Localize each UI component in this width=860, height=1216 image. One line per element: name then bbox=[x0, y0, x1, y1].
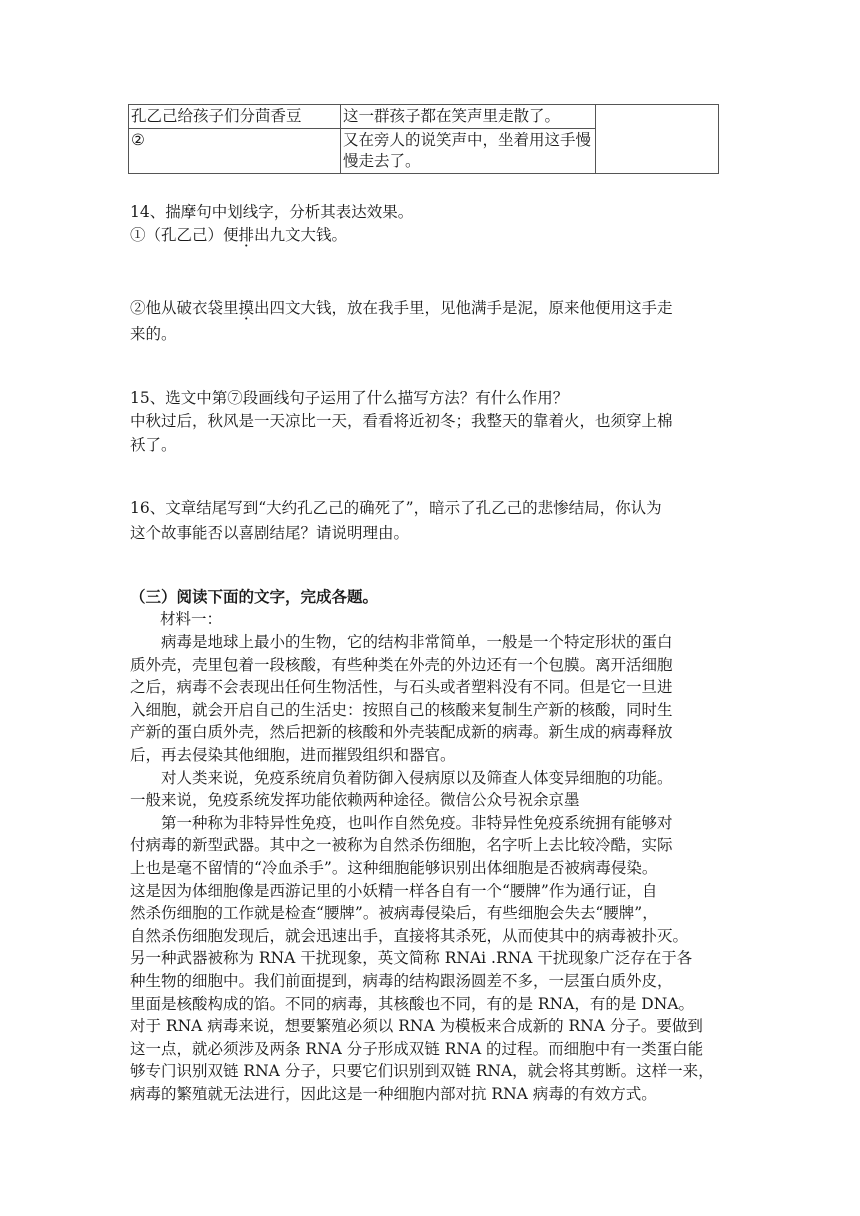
sentence-text: 出九文大钱。 bbox=[254, 226, 348, 244]
sentence-text: ②他从破衣袋里 bbox=[130, 299, 239, 317]
comparison-table bbox=[128, 104, 719, 174]
passage-line: 付病毒的新型武器。其中之一被称为自然杀伤细胞，名字听上去比较冷酷，实际 bbox=[130, 836, 673, 855]
table-cell: 又在旁人的说笑声中，坐着用这手慢慢走去了。 bbox=[341, 129, 596, 174]
passage-line: 后，再去侵染其他细胞，进而摧毁组织和器官。 bbox=[130, 745, 456, 764]
passage-line: 入细胞，就会开启自己的生活史：按照自己的核酸来复制生产新的核酸，同时生 bbox=[130, 700, 673, 719]
question-14-sentence-2-cont: 来的。 bbox=[130, 325, 177, 343]
question-16-line: 16、文章结尾写到“大约孔乙己的确死了”，暗示了孔乙己的悲惨结局，你认为 bbox=[130, 499, 662, 517]
passage-line: 第一种称为非特异性免疫，也叫作自然免疫。非特异性免疫系统拥有能够对 bbox=[130, 813, 673, 832]
table-row bbox=[129, 105, 719, 129]
passage-line: 上也是毫不留情的“冷血杀手”。这种细胞能够识别出体细胞是否被病毒侵染。 bbox=[130, 858, 658, 877]
underlined-char: 摸 bbox=[238, 299, 255, 317]
table-cell: ② bbox=[129, 129, 341, 174]
passage-line: 病毒是地球上最小的生物，它的结构非常简单，一般是一个特定形状的蛋白 bbox=[130, 633, 673, 651]
question-15-title: 15、选文中第⑦段画线句子运用了什么描写方法？有什么作用？ bbox=[130, 389, 569, 407]
material-label: 材料一： bbox=[160, 610, 223, 628]
question-15-quote-line: 中秋过后，秋风是一天凉比一天，看看将近初冬；我整天的靠着火，也须穿上棉 bbox=[130, 412, 673, 430]
sentence-text: ①（孔乙己）便 bbox=[130, 226, 239, 244]
passage-line: 产新的蛋白质外壳，然后把新的核酸和外壳装配成新的病毒。新生成的病毒释放 bbox=[130, 723, 673, 742]
passage-line: 然杀伤细胞的工作就是检查“腰牌”。被病毒侵染后，有些细胞会失去“腰牌”， bbox=[130, 904, 658, 923]
passage-line: 自然杀伤细胞发现后，就会迅速出手，直接将其杀死，从而使其中的病毒被扑灭。 bbox=[130, 926, 689, 945]
passage-line: 这一点，就必须涉及两条 RNA 分子形成双链 RNA 的过程。而细胞中有一类蛋白能 bbox=[130, 1039, 704, 1058]
table-cell: 孔乙己给孩子们分茴香豆 bbox=[129, 105, 341, 129]
passage-line: 另一种武器被称为 RNA 干扰现象，英文简称 RNAi .RNA 干扰现象广泛存在于各 bbox=[130, 949, 693, 968]
table-cell: 这一群孩子都在笑声里走散了。 bbox=[341, 105, 596, 129]
passage-line: 里面是核酸构成的馅。不同的病毒，其核酸也不同，有的是 RNA，有的是 DNA。 bbox=[130, 994, 694, 1013]
question-14-title: 14、揣摩句中划线字，分析其表达效果。 bbox=[130, 203, 414, 221]
passage-line: 对于 RNA 病毒来说，想要繁殖必须以 RNA 为模板来合成新的 RNA 分子。要做到 bbox=[130, 1017, 703, 1036]
passage-line: 质外壳，壳里包着一段核酸，有些种类在外壳的外边还有一个包膜。离开活细胞 bbox=[130, 655, 673, 674]
reading-passage bbox=[130, 631, 740, 1105]
sentence-text: 出四文大钱，放在我手里，见他满手是泥，原来他便用这手走 bbox=[254, 299, 673, 317]
passage-line: 一般来说，免疫系统发挥功能依赖两种途径。微信公众号祝余京墨 bbox=[130, 791, 580, 810]
underlined-char: 排 bbox=[238, 226, 255, 244]
passage-line: 对人类来说，免疫系统肩负着防御入侵病原以及筛查人体变异细胞的功能。 bbox=[130, 768, 673, 787]
passage-line: 这是因为体细胞像是西游记里的小妖精一样各自有一个“腰牌”作为通行证，自 bbox=[130, 881, 658, 900]
table-cell bbox=[596, 105, 719, 174]
question-14-sentence-1 bbox=[130, 223, 730, 247]
question-16-line: 这个故事能否以喜剧结尾？请说明理由。 bbox=[130, 524, 410, 542]
passage-line: 种生物的细胞中。我们前面提到，病毒的结构跟汤圆差不多，一层蛋白质外皮， bbox=[130, 971, 673, 990]
question-14-sentence-2 bbox=[130, 296, 730, 320]
passage-line: 病毒的繁殖就无法进行，因此这是一种细胞内部对抗 RNA 病毒的有效方式。 bbox=[130, 1084, 657, 1103]
section-heading: （三）阅读下面的文字，完成各题。 bbox=[130, 587, 379, 606]
question-15-quote-line: 袄了。 bbox=[130, 436, 177, 454]
passage-line: 之后，病毒不会表现出任何生物活性，与石头或者塑料没有不同。但是它一旦进 bbox=[130, 678, 673, 697]
passage-line: 够专门识别双链 RNA 分子，只要它们识别到双链 RNA，就会将其剪断。这样一来， bbox=[130, 1062, 714, 1081]
